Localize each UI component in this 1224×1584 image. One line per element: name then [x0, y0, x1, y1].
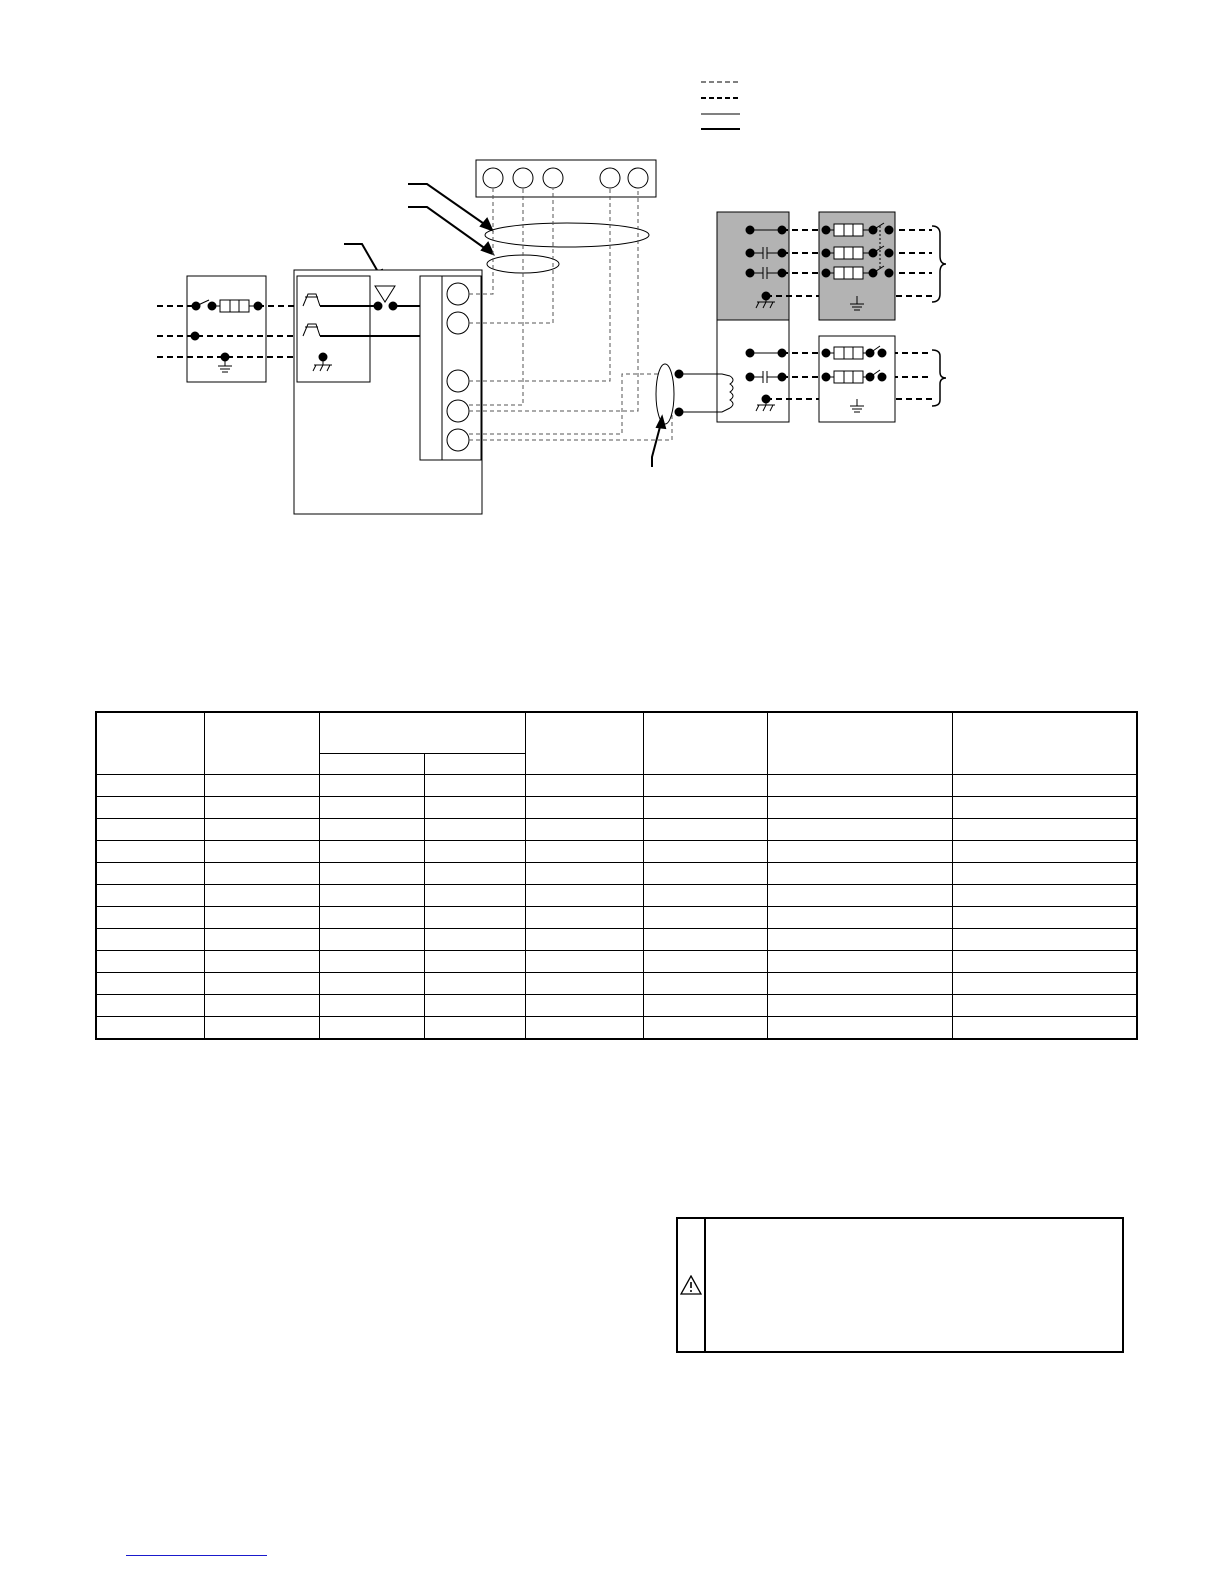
table-cell: [767, 906, 952, 928]
wiring-diagram: [0, 0, 1224, 700]
table-cell: [525, 840, 643, 862]
table-cell: [525, 928, 643, 950]
table-cell: [952, 840, 1137, 862]
table-cell: [767, 994, 952, 1016]
supply-braces: [932, 226, 946, 406]
table-cell: [643, 928, 767, 950]
table-cell: [525, 906, 643, 928]
fuse-icon: [220, 300, 249, 312]
subheader-cell: [424, 753, 525, 774]
table-row: [96, 972, 1137, 994]
terminal-icon: [513, 168, 533, 188]
table-cell: [96, 972, 204, 994]
table-cell: [643, 994, 767, 1016]
table-cell: [643, 906, 767, 928]
footer-link-underline[interactable]: [126, 1555, 267, 1556]
table-cell: [319, 884, 424, 906]
table-row: [96, 840, 1137, 862]
table-cell: [204, 994, 319, 1016]
table-cell: [204, 774, 319, 796]
caution-box: [676, 1217, 1124, 1353]
table-cell: [319, 862, 424, 884]
table-cell: [525, 796, 643, 818]
table-cell: [952, 774, 1137, 796]
table-cell: [424, 994, 525, 1016]
header-cell: [643, 712, 767, 774]
caution-icon-strip: [678, 1219, 706, 1351]
table-cell: [96, 950, 204, 972]
header-cell: [319, 712, 525, 753]
table-row: [96, 950, 1137, 972]
table-cell: [424, 774, 525, 796]
header-cell: [96, 712, 204, 774]
terminal-icon: [628, 168, 648, 188]
table-cell: [204, 1016, 319, 1039]
table-cell: [643, 796, 767, 818]
table-cell: [319, 928, 424, 950]
table-cell: [952, 994, 1137, 1016]
table-cell: [96, 884, 204, 906]
table-cell: [424, 972, 525, 994]
indoor-unit-panel: [675, 212, 789, 422]
table-cell: [96, 928, 204, 950]
table-row: [96, 862, 1137, 884]
table-cell: [767, 840, 952, 862]
table-cell: [96, 818, 204, 840]
table-header-row: [96, 712, 1137, 753]
table-row: [96, 818, 1137, 840]
table-cell: [96, 774, 204, 796]
table-cell: [204, 840, 319, 862]
table-cell: [952, 884, 1137, 906]
unit-control-box: [294, 270, 482, 514]
table-row: [96, 906, 1137, 928]
table-cell: [767, 774, 952, 796]
table-row: [96, 774, 1137, 796]
table-cell: [204, 818, 319, 840]
table-cell: [643, 972, 767, 994]
table-row: [96, 884, 1137, 906]
table-cell: [96, 994, 204, 1016]
table-row: [96, 994, 1137, 1016]
table-cell: [525, 818, 643, 840]
table-cell: [204, 796, 319, 818]
header-cell: [525, 712, 643, 774]
table-cell: [643, 884, 767, 906]
table-cell: [319, 796, 424, 818]
single-phase-disconnect: [819, 336, 895, 422]
table-cell: [525, 774, 643, 796]
table-cell: [96, 796, 204, 818]
table-cell: [424, 862, 525, 884]
header-cell: [767, 712, 952, 774]
table-cell: [643, 840, 767, 862]
table-cell: [952, 906, 1137, 928]
table-cell: [643, 862, 767, 884]
table-cell: [319, 950, 424, 972]
table-cell: [319, 1016, 424, 1039]
table-cell: [767, 796, 952, 818]
table-cell: [952, 796, 1137, 818]
specifications-table: [95, 711, 1138, 1040]
table-cell: [952, 950, 1137, 972]
table-cell: [767, 818, 952, 840]
table-cell: [319, 840, 424, 862]
top-terminal-block: [476, 160, 656, 197]
table-cell: [643, 818, 767, 840]
table-cell: [525, 884, 643, 906]
warning-triangle-icon: [680, 1275, 702, 1295]
table-cell: [96, 862, 204, 884]
terminal-icon: [543, 168, 563, 188]
table-cell: [424, 950, 525, 972]
table-cell: [952, 862, 1137, 884]
table-cell: [204, 928, 319, 950]
table-cell: [96, 840, 204, 862]
table-cell: [767, 884, 952, 906]
table-cell: [204, 862, 319, 884]
table-cell: [319, 906, 424, 928]
terminal-icon: [600, 168, 620, 188]
table-cell: [525, 950, 643, 972]
terminal-icon: [483, 168, 503, 188]
header-cell: [952, 712, 1137, 774]
table-cell: [424, 1016, 525, 1039]
table-cell: [424, 928, 525, 950]
table-cell: [96, 906, 204, 928]
subheader-cell: [319, 753, 424, 774]
table-cell: [952, 972, 1137, 994]
table-cell: [767, 928, 952, 950]
field-wiring: [469, 189, 672, 440]
table-cell: [319, 994, 424, 1016]
table-cell: [952, 1016, 1137, 1039]
table-cell: [525, 1016, 643, 1039]
table-cell: [525, 862, 643, 884]
table-cell: [204, 950, 319, 972]
table-cell: [952, 928, 1137, 950]
table-cell: [767, 862, 952, 884]
table-cell: [204, 906, 319, 928]
table-row: [96, 928, 1137, 950]
header-cell: [204, 712, 319, 774]
table-cell: [643, 1016, 767, 1039]
table-cell: [424, 818, 525, 840]
three-phase-disconnect: [819, 212, 895, 320]
table-cell: [319, 818, 424, 840]
table-row: [96, 796, 1137, 818]
table-cell: [767, 950, 952, 972]
table-cell: [525, 994, 643, 1016]
table-cell: [952, 818, 1137, 840]
table-cell: [204, 972, 319, 994]
table-cell: [525, 972, 643, 994]
table-cell: [319, 774, 424, 796]
table-cell: [424, 884, 525, 906]
table-cell: [424, 840, 525, 862]
table-cell: [204, 884, 319, 906]
table-cell: [96, 1016, 204, 1039]
table-cell: [767, 972, 952, 994]
table-cell: [643, 950, 767, 972]
table-cell: [424, 796, 525, 818]
table-row: [96, 1016, 1137, 1039]
table-cell: [319, 972, 424, 994]
table-cell: [424, 906, 525, 928]
table-cell: [643, 774, 767, 796]
line-type-legend: [701, 82, 740, 129]
table-cell: [767, 1016, 952, 1039]
